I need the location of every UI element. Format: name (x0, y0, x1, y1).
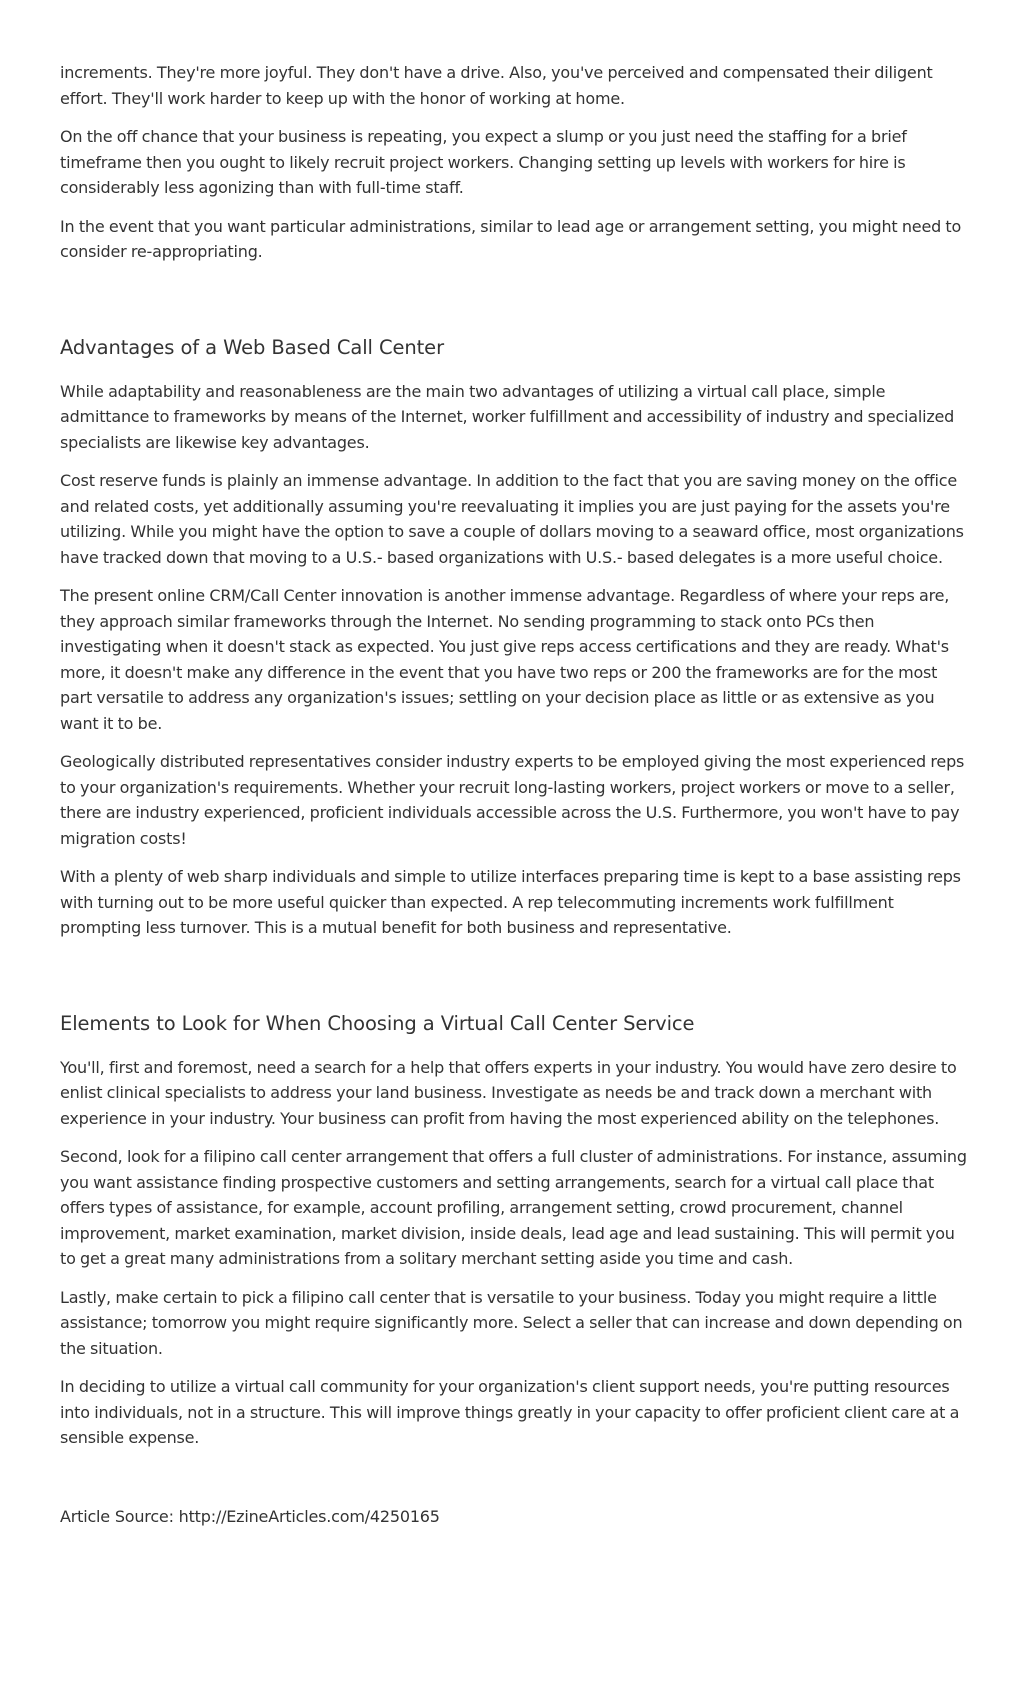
section2-paragraph-3: Lastly, make certain to pick a filipino call center that is versatile to your business. Today you might require a little assistance; tomorrow you might require significantly more. Select a seller that can increase and down depending on the situation. (60, 1287, 963, 1358)
section-spacer (60, 954, 970, 1012)
section2-paragraph-4: In deciding to utilize a virtual call community for your organization's client support needs, you're putting resources into individuals, not in a structure. This will improve things greatly in your capacity to offer proficient client care at a sensible expense. (60, 1377, 960, 1447)
section1-paragraph-2: Cost reserve funds is plainly an immense advantage. In addition to the fact that you are saving money on the office and related costs, yet additionally assuming you're reevaluating it implies you are just paying for the assets you're utilizing. While you might have the option to save a couple of dollars moving to a seaward office, most organizations have tracked down that moving to a U.S.- based organizations with U.S.- based delegates is a more useful choice. (60, 471, 964, 567)
intro-paragraph-1: increments. They're more joyful. They don't have a drive. Also, you've perceived and compensated their diligent effort. They'll work harder to keep up with the honor of working at home. (60, 63, 933, 108)
section-heading-advantages: Advantages of a Web Based Call Center (60, 335, 444, 359)
article-source: Article Source: http://EzineArticles.com/4250165 (60, 1506, 440, 1526)
section1-paragraph-5: With a plenty of web sharp individuals and simple to utilize interfaces preparing time is kept to a base assisting reps with turning out to be more useful quicker than expected. A rep telecommuting increments work fulfillment prompting less turnover. This is a mutual benefit for both business and representative. (60, 867, 961, 937)
article-body (60, 60, 970, 1529)
section1-paragraph-3: The present online CRM/Call Center innovation is another immense advantage. Regardless of where your reps are, they approach similar frameworks through the Internet. No sending programming to stack onto PCs then investigating when it doesn't stack as expected. You just give reps access certifications and they are ready. What's more, it doesn't make any difference in the event that you have two reps or 200 the frameworks are for the most part versatile to address any organization's issues; settling on your decision place as little or as extensive as you want it to be. (60, 586, 950, 733)
section-spacer (60, 278, 970, 336)
intro-paragraph-2: On the off chance that your business is repeating, you expect a slump or you just need the staffing for a brief timeframe then you ought to likely recruit project workers. Changing setting up levels with workers for hire is considerably less agonizing than with full-time staff. (60, 127, 907, 197)
section1-paragraph-1: While adaptability and reasonableness are the main two advantages of utilizing a virtual call place, simple admittance to frameworks by means of the Internet, worker fulfillment and accessibility of industry and specialized specialists are likewise key advantages. (60, 381, 955, 452)
section1-paragraph-4: Geologically distributed representatives consider industry experts to be employed giving the most experienced reps to your organization's requirements. Whether your recruit long-lasting workers, project workers or move to a seller, there are industry experienced, proficient individuals accessible across the U.S. Furthermore, you won't have to pay migration costs! (60, 752, 965, 848)
section2-paragraph-1: You'll, first and foremost, need a search for a help that offers experts in your industry. You would have zero desire to enlist clinical specialists to address your land business. Investigate as needs be and track down a merchant with experience in your industry. Your business can profit from having the most experienced ability on the telephones. (60, 1057, 957, 1128)
section2-paragraph-2: Second, look for a filipino call center arrangement that offers a full cluster of administrations. For instance, assuming you want assistance finding prospective customers and setting arrangements, search for a virtual call place that offers types of assistance, for example, account profiling, arrangement setting, crowd procurement, channel improvement, market examination, market division, inside deals, lead age and lead sustaining. This will permit you to get a great many administrations from a solitary merchant setting aside you time and cash. (60, 1147, 967, 1268)
intro-paragraph-3: In the event that you want particular administrations, similar to lead age or arrangement setting, you might need to consider re-appropriating. (60, 216, 962, 261)
section-heading-elements: Elements to Look for When Choosing a Virtual Call Center Service (60, 1011, 695, 1035)
